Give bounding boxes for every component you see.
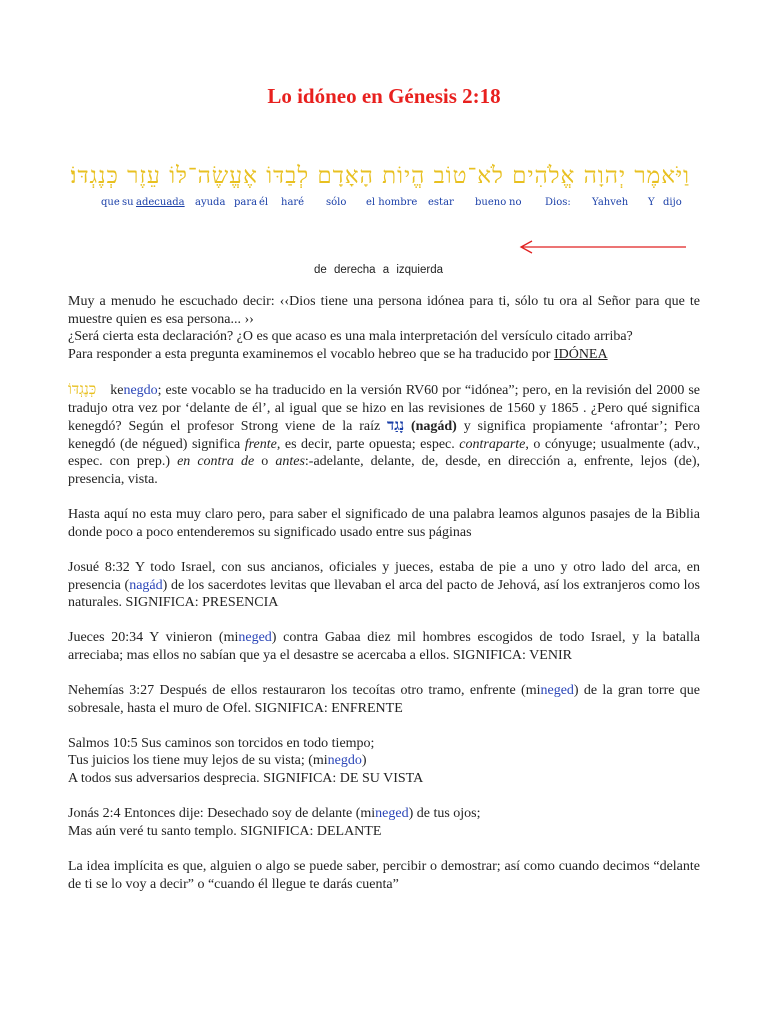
- page-title: Lo idóneo en Génesis 2:18: [267, 84, 501, 108]
- gloss-word: Yahveh: [592, 197, 629, 208]
- article-body: [68, 293, 700, 893]
- verse-josue: Josué 8:32 Y todo Israel, con sus ancianos, oficiales y jueces, estaba de pie a uno y otro lado del arca, en presencia (nagád) de los sacerdotes levitas que llevaban el arca del pacto de Jehová, así los extranjeros como los naturales. SIGNIFICA: PRESENCIA: [68, 559, 700, 611]
- gloss-word: no: [509, 197, 522, 208]
- hebrew-kenegdo: כְּנֶגְדּוֹ: [68, 379, 97, 398]
- kenegdo-paragraph: כְּנֶגְדּוֹ kenegdo; este vocablo se ha traducido en la versión RV60 por “idónea”; pero, en la revisión del 2000 se tradujo otra vez por ‘delante de él’, al igual que se hizo en las revisiones de 1560 y 1865 . ¿Pero qué significa kenegdó? Según el profesor Strong viene de la raíz נָגַד (nagád) y significa propiamente ‘afrontar’; Pero kenegdó (de négued) significa frente, es decir, parte opuesta; espec. contraparte, o cónyuge; usualmente (adv., espec. con prep.) en contra de o antes:-adelante, delante, de, desde, en dirección a, enfrente, lejos (de), presencia, vista.: [68, 379, 701, 487]
- left-arrow-icon: [518, 239, 688, 255]
- word-gloss-row: [0, 197, 768, 213]
- verse-salmos: Salmos 10:5 Sus caminos son torcidos en todo tiempo; Tus juicios los tiene muy lejos de su vista; (minegdo) A todos sus adversarios desprecia. SIGNIFICA: DE SU VISTA: [68, 735, 424, 787]
- hebrew-root: נָגַד: [387, 416, 405, 435]
- gloss-word: él: [259, 197, 269, 208]
- gloss-word: ayuda: [195, 197, 226, 208]
- conclusion-paragraph: La idea implícita es que, alguien o algo se puede saber, percibir o demostrar; así como cuando decimos “delante de ti se lo voy a decir” o “cuando él llegue te darás cuenta”: [68, 859, 700, 892]
- gloss-word: bueno: [475, 197, 507, 208]
- gloss-word: dijo: [663, 197, 682, 208]
- gloss-word: haré: [281, 197, 305, 208]
- gloss-word: el hombre: [366, 197, 418, 208]
- gloss-word: que: [101, 197, 120, 208]
- reading-direction-note: de derecha a izquierda: [314, 264, 443, 276]
- gloss-word: sólo: [326, 197, 347, 208]
- gloss-word: Y: [648, 197, 655, 208]
- idonea-word: IDÓNEA: [553, 346, 608, 362]
- intro-paragraph: Muy a menudo he escuchado decir: ‹‹Dios tiene una persona idónea para ti, sólo tu ora al Señor para que te muestre quien es esa persona... ›› ¿Será cierta esta declaración? ¿O es que acaso es una mala interpretación del versículo citado arriba? Para responder a esta pregunta examinemos el vocablo hebreo que se ha traducido por IDÓNEA: [68, 294, 700, 362]
- gloss-word: Dios:: [545, 197, 571, 208]
- verse-jueces: Jueces 20:34 Y vinieron (mineged) contra Gabaa diez mil hombres escogidos de todo Israel, y la batalla arreciaba; mas ellos no sabían que ya el desastre se acercaba a ellos. SIGNIFICA: VENIR: [68, 630, 700, 663]
- verse-jonas: Jonás 2:4 Entonces dije: Desechado soy de delante (mineged) de tus ojos; Mas aún veré tu santo templo. SIGNIFICA: DELANTE: [68, 806, 481, 839]
- verse-nehemias: Nehemías 3:27 Después de ellos restauraron los tecoítas otro tramo, enfrente (mineged) de la gran torre que sobresale, hasta el muro de Ofel. SIGNIFICA: ENFRENTE: [68, 683, 700, 716]
- gloss-word: estar: [428, 197, 454, 208]
- gloss-word: adecuada: [136, 197, 185, 208]
- gloss-word: para: [234, 197, 258, 208]
- transition-paragraph: Hasta aquí no esta muy claro pero, para saber el significado de una palabra leamos algunos pasajes de la Biblia donde poco a poco entenderemos su significado usado entre sus páginas: [68, 507, 700, 540]
- hebrew-verse: וַיֹּאמֶר יְהוָה אֱלֹהִים לֹא־טוֹב הֱיוֹת הָאָדָם לְבַדּוֹ אֶעֱשֶׂה־לּוֹ עֵזֶר כְּנֶגְדּוֹ׃: [69, 163, 690, 189]
- gloss-word: su: [122, 197, 134, 208]
